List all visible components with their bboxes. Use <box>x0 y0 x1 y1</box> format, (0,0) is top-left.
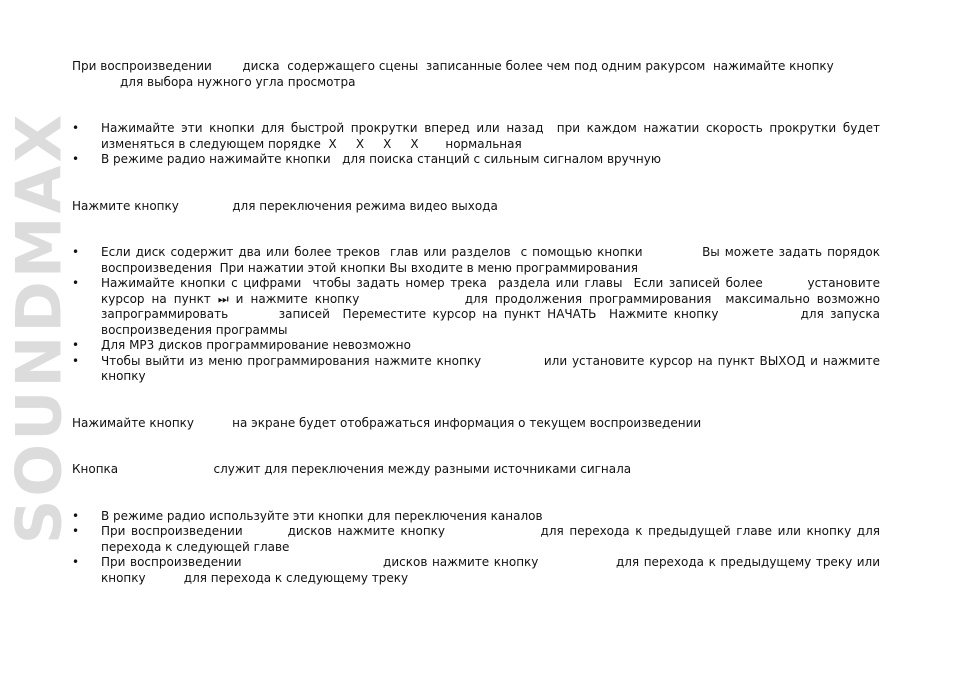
search-bullet-2: • В режиме радио нажимайте кнопки для поиска станций с сильным сигналом вручную <box>72 152 880 168</box>
program-bullet-2: • Нажимайте кнопки с цифрами чтобы задать номер трека раздела или главы Если записей более установите курсор на пункт ⏭ и нажмите кнопку для продолжения программирования максимально возможно запрограммировать записей Переместите курсор на пункт НАЧАТЬ Нажмите кнопку для запуска воспроизведения программы <box>72 276 880 338</box>
brand-logo-text: SOUNDMAX <box>2 111 76 545</box>
program-bullet-3: • Для MP3 дисков программирование невозможно <box>72 338 880 354</box>
section-program <box>72 245 884 385</box>
section-source: Кнопка служит для переключения между разными источниками сигнала <box>72 462 632 476</box>
angle-line-1: При воспроизведении диска содержащего сцены записанные более чем под одним ракурсом нажимайте кнопку <box>72 59 834 73</box>
manual-page-content <box>72 59 884 586</box>
brand-watermark <box>2 28 76 628</box>
angle-line-2: для выбора нужного угла просмотра <box>120 74 356 89</box>
navigation-bullet-3: • При воспроизведении дисков нажмите кнопку для перехода к предыдущему треку или кнопку для перехода к следующему треку <box>72 555 880 586</box>
program-bullet-4: • Чтобы выйти из меню программирования нажмите кнопку или установите курсор на пункт ВЫХОД и нажмите кнопку <box>72 354 880 385</box>
section-display: Нажимайте кнопку на экране будет отображаться информация о текущем воспроизведении <box>72 415 702 430</box>
program-bullet-1: • Если диск содержит два или более треков глав или разделов с помощью кнопки Вы можете задать порядок воспроизведения При нажатии этой кнопки Вы входите в меню программирования <box>72 245 880 276</box>
section-angle <box>72 59 880 90</box>
search-bullet-1: • Нажимайте эти кнопки для быстрой прокрутки вперед или назад при каждом нажатии скорость прокрутки будет изменяться в следующем порядке X X X X нормальная <box>72 121 880 152</box>
section-video-output: Нажмите кнопку для переключения режима видео выхода <box>72 198 498 213</box>
section-navigation <box>72 508 884 587</box>
navigation-bullet-2: • При воспроизведении дисков нажмите кнопку для перехода к предыдущей главе или кнопку для перехода к следующей главе <box>72 524 880 555</box>
navigation-bullet-1: • В режиме радио используйте эти кнопки для переключения каналов <box>72 509 880 525</box>
section-search <box>72 121 884 168</box>
